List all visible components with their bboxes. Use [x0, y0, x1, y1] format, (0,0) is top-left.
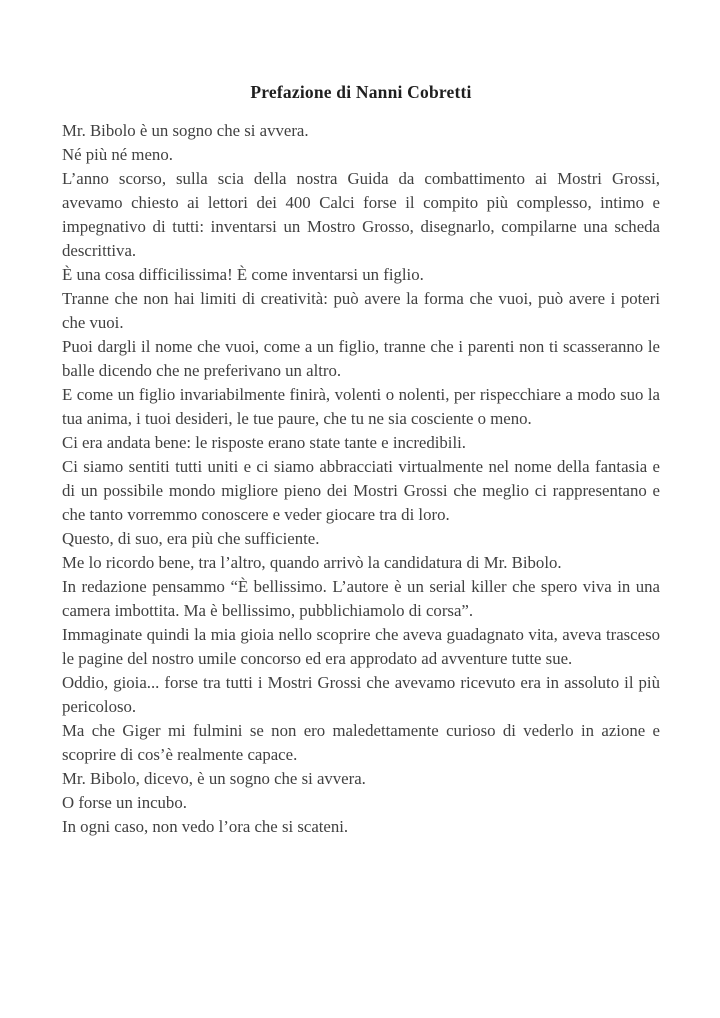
paragraph: E come un figlio invariabilmente finirà, volenti o nolenti, per rispecchiare a modo suo la tua anima, i tuoi desideri, le tue paure, che tu ne sia cosciente o meno.: [62, 385, 660, 428]
paragraph: Né più né meno.: [62, 145, 173, 164]
paragraph: Mr. Bibolo, dicevo, è un sogno che si avvera.: [62, 769, 366, 788]
preface-text: [62, 119, 660, 839]
paragraph: Mr. Bibolo è un sogno che si avvera.: [62, 121, 309, 140]
paragraph: In redazione pensammo “È bellissimo. L’autore è un serial killer che spero viva in una camera imbottita. Ma è bellissimo, pubblichiamolo di corsa”.: [62, 577, 660, 620]
paragraph: Oddio, gioia... forse tra tutti i Mostri Grossi che avevamo ricevuto era in assoluto il più pericoloso.: [62, 673, 660, 716]
paragraph: Ma che Giger mi fulmini se non ero maledettamente curioso di vederlo in azione e scoprire di cos’è realmente capace.: [62, 721, 660, 764]
page-title: Prefazione di Nanni Cobretti: [250, 82, 472, 102]
paragraph: È una cosa difficilissima! È come inventarsi un figlio.: [62, 265, 424, 284]
paragraph: Tranne che non hai limiti di creatività: può avere la forma che vuoi, può avere i poteri che vuoi.: [62, 289, 660, 332]
paragraph: Questo, di suo, era più che sufficiente.: [62, 529, 320, 548]
paragraph: In ogni caso, non vedo l’ora che si scateni.: [62, 817, 349, 836]
paragraph: Puoi dargli il nome che vuoi, come a un figlio, tranne che i parenti non ti scasseranno le balle dicendo che ne preferivano un altro.: [62, 337, 660, 380]
paragraph: Me lo ricordo bene, tra l’altro, quando arrivò la candidatura di Mr. Bibolo.: [62, 553, 562, 572]
paragraph: Ci era andata bene: le risposte erano state tante e incredibili.: [62, 433, 466, 452]
paragraph: O forse un incubo.: [62, 793, 187, 812]
paragraph: L’anno scorso, sulla scia della nostra Guida da combattimento ai Mostri Grossi, avevamo chiesto ai lettori dei 400 Calci forse il compito più complesso, intimo e impegnativo di tutti: inventarsi un Mostro Grosso, disegnarlo, compilarne una scheda descrittiva.: [62, 169, 660, 260]
paragraph: Immaginate quindi la mia gioia nello scoprire che aveva guadagnato vita, aveva trasceso le pagine del nostro umile concorso ed era approdato ad avventure tutte sue.: [62, 625, 660, 668]
paragraph: Ci siamo sentiti tutti uniti e ci siamo abbracciati virtualmente nel nome della fantasia e di un possibile mondo migliore pieno dei Mostri Grossi che meglio ci rappresentano e che tanto vorremmo conoscere e veder giocare tra di loro.: [62, 457, 660, 524]
